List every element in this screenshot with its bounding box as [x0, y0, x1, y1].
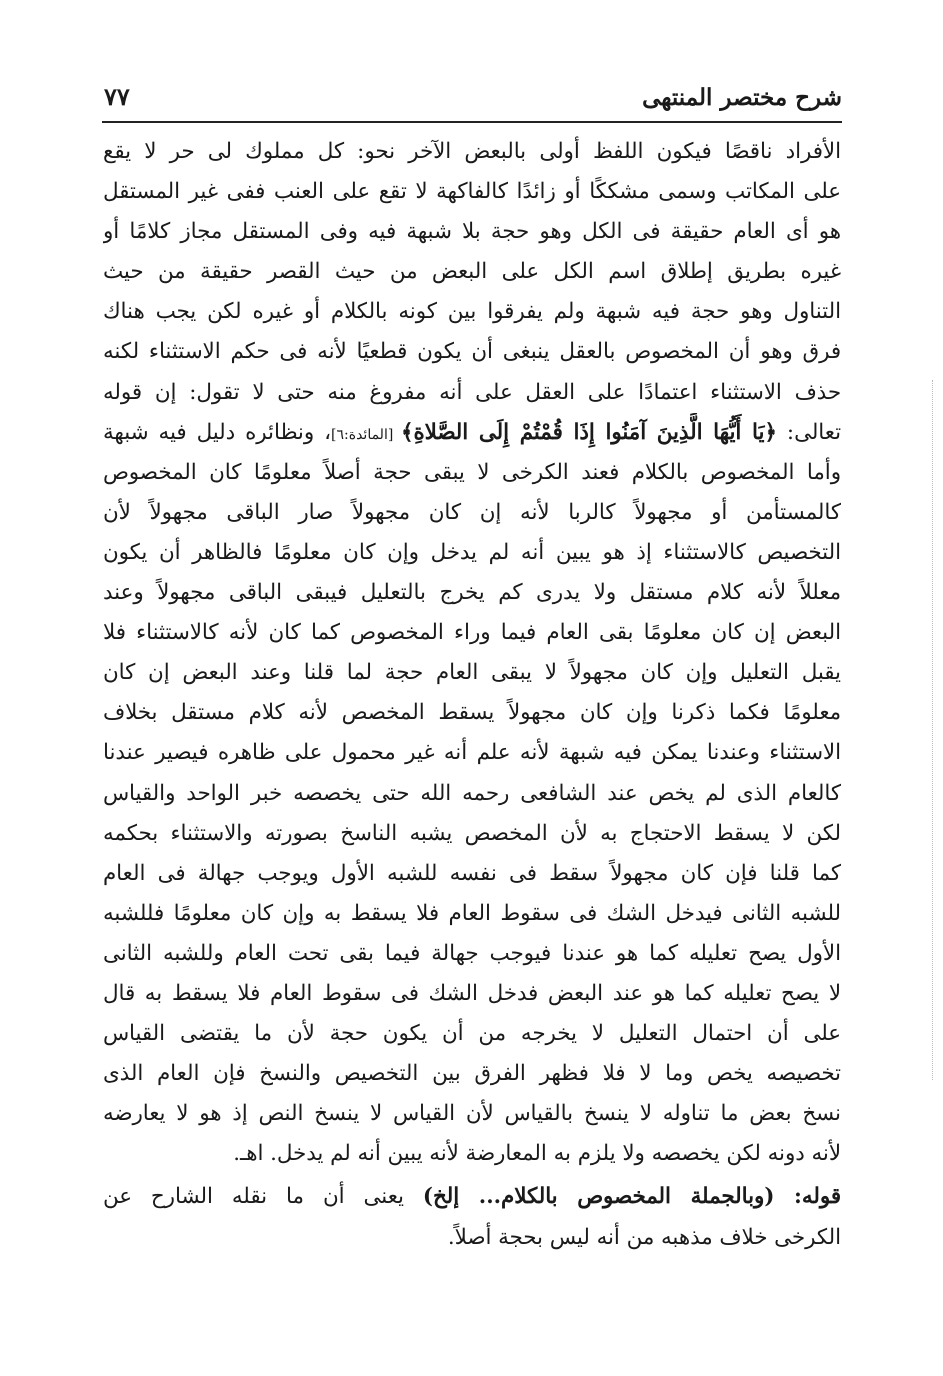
text-line: كما قلنا فإن كان مجهولاً سقط فى نفسه للشبه الأول ويوجب جهالة فى العام: [103, 860, 841, 886]
text-line: معللاً لأنه كلام مستقل ولا يدرى كم يخرج بالتعليل فيبقى الباقى مجهولاً وعند: [103, 580, 841, 606]
running-header: [102, 80, 842, 120]
text-line: البعض إن كان معلومًا بقى العام فيما وراء المخصوص كما كان لأنه كالاستثناء فلا: [103, 620, 841, 646]
verse-line: [103, 413, 841, 453]
comment-line: الكرخى خلاف مذهبه من أنه ليس بحجة أصلاً.: [447, 1224, 841, 1250]
page-number: ٧٧: [104, 82, 130, 111]
comment-text: يعنى أن ما نقله الشارح عن: [103, 1184, 423, 1210]
text-line: الاستثناء وعندنا يمكن فيه شبهة لأنه علم أنه غير محمول على ظاهره فيصير عندنا: [103, 740, 841, 766]
text-line: تخصيصه يخص وما لا فلا فظهر الفرق بين التخصيص والنسخ فإن العام الذى: [103, 1061, 841, 1087]
text-line: فرق وهو أن المخصوص بالعقل ينبغى أن يكون قطعيًا لأنه فى حكم الاستثناء لكنه: [103, 339, 841, 365]
text-line: غيره بطريق إطلاق اسم الكل على البعض من حيث القصر حقيقة من حيث: [103, 259, 841, 285]
text-line: وأما المخصوص بالكلام فعند الكرخى لا يبقى حجة أصلاً معلومًا كان المخصوص: [103, 459, 841, 485]
text-line: كالعام الذى لم يخص عند الشافعى رحمه الله حتى يخصصه خبر الواحد والقياس: [103, 780, 841, 806]
main-text: [103, 132, 841, 1258]
book-title: شرح مختصر المنتهى: [642, 84, 842, 111]
text-line: على أن احتمال التعليل لا يخرجه من أن يكون حجة لأن ما يقتضى القياس: [103, 1021, 841, 1047]
text-line: الأول يصح تعليله كما هو عندنا فيوجب جهالة فيما بقى تحت العام وللشبه الثانى: [103, 940, 841, 966]
text-line: معلومًا فكما ذكرنا وإن كان مجهولاً يسقط المخصص لأنه كلام مستقل بخلاف: [103, 700, 841, 726]
text-line: للشبه الثانى فيدخل الشك فى سقوط العام فلا يسقط به وإن كان معلومًا فللشبه: [103, 900, 841, 926]
text-line: نسخ بعض ما تناوله لا ينسخ بالقياس لأن القياس لا ينسخ النص إذ هو لا يعارضه: [103, 1101, 841, 1127]
text-line: على المكاتب وسمى مشككًا أو زائدًا كالفاكهة لا تقع على العنب ففى غير المستقل: [103, 179, 841, 205]
comment-lead: قوله: (وبالجملة المخصوص بالكلام... إلخ): [422, 1184, 841, 1210]
text-line: التناول وهو حجة فيه شبهة ولم يفرقوا بين كونه بالكلام أو غيره لكن يجب هناك: [103, 299, 841, 325]
header-rule: [102, 121, 842, 123]
text-line: لأنه دونه لكن يخصصه ولا يلزم به المعارضة لأنه يبين أنه لم يدخل. اهـ.: [233, 1141, 841, 1167]
text-line: حذف الاستثناء اعتمادًا على العقل على أنه مفروغ منه حتى لا تقول: إن قوله: [103, 379, 841, 405]
quran-verse: ﴿يَا أَيُّهَا الَّذِينَ آمَنُوا إِذَا قُمْتُمْ إِلَى الصَّلاةِ﴾: [401, 419, 777, 445]
verse-after: ، ونظائره دليل فيه شبهة: [103, 419, 332, 445]
text-line: الأفراد ناقصًا فيكون اللفظ أولى بالبعض الآخر نحو: كل مملوك لى حر لا يقع: [103, 139, 841, 164]
text-line: هو أى العام حقيقة فى الكل وهو حجة بلا شبهة فيه وفى المستقل مجاز كلامًا أو: [103, 219, 841, 245]
comment-line: [103, 1177, 841, 1217]
text-line: كالمستأمن أو مجهولاً كالربا لأنه إن كان مجهولاً صار الباقى مجهولاً لأن: [103, 499, 841, 525]
verse-citation: [المائدة:٦]: [331, 426, 401, 443]
text-line: يقبل التعليل وإن كان مجهولاً لا يبقى العام حجة لما قلنا وعند البعض إن كان: [103, 660, 841, 686]
verse-intro: تعالى:: [776, 419, 841, 445]
text-line: التخصيص كالاستثناء إذ هو يبين أنه لم يدخل وإن كان معلومًا فالظاهر أن يكون: [103, 539, 841, 565]
text-line: لكن لا يسقط الاحتجاج به لأن المخصص يشبه الناسخ بصورته والاستثناء بحكمه: [103, 820, 841, 846]
text-line: لا يصح تعليله كما هو عند البعض فدخل الشك فى سقوط العام فلا يسقط به قال: [103, 980, 841, 1006]
margin-dots: [932, 380, 934, 1080]
